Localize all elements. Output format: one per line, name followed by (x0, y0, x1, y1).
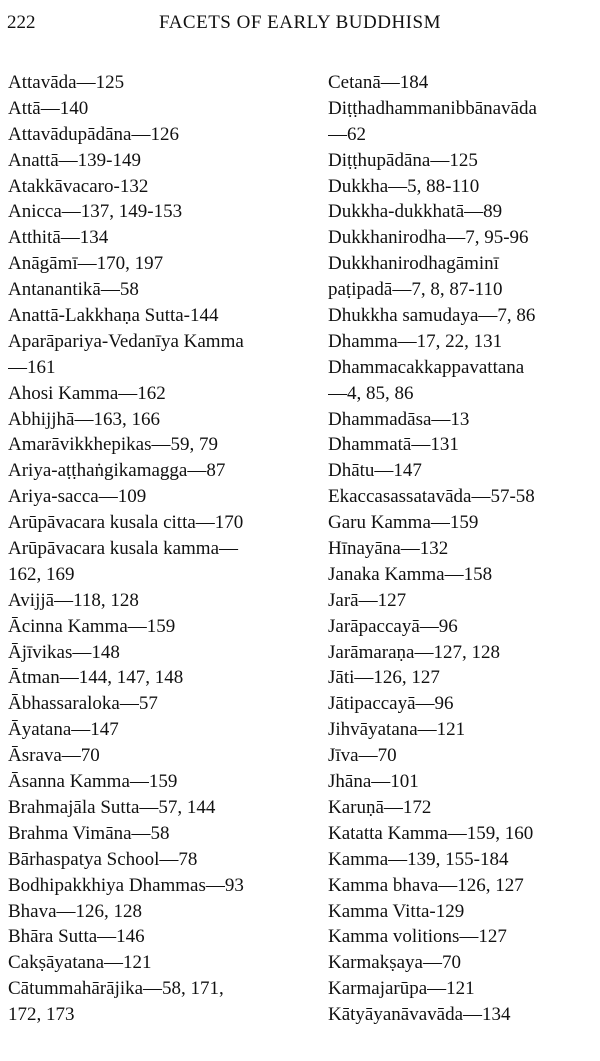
index-entry: Hīnayāna—132 (328, 538, 449, 560)
index-entry: Bhava—126, 128 (8, 900, 143, 922)
index-entry: Ācinna Kamma—159 (8, 615, 176, 637)
index-entry: Ājīvikas—148 (8, 641, 120, 663)
index-left-column (8, 70, 308, 1028)
index-entry: Dhātu—147 (328, 460, 422, 482)
index-entry: Janaka Kamma—158 (328, 563, 493, 585)
page-number: 222 (7, 12, 36, 33)
index-entry: Ekaccasassatavāda—57-58 (328, 486, 535, 508)
index-entry: Brahmajāla Sutta—57, 144 (8, 796, 216, 818)
index-entry: Karuṇā—172 (328, 796, 432, 818)
index-entry: Atthitā—134 (8, 227, 109, 249)
index-entry: paṭipadā—7, 8, 87-110 (328, 279, 503, 301)
index-entry: —161 (8, 356, 56, 378)
index-entry: Amarāvikkhepikas—59, 79 (8, 434, 219, 456)
index-entry: Āsrava—70 (8, 745, 100, 767)
index-entry: Ābhassaraloka—57 (8, 693, 158, 715)
index-right-column (328, 70, 596, 1028)
index-entry: Dhammadāsa—13 (328, 408, 470, 430)
index-entry: 162, 169 (8, 563, 75, 585)
index-entry: Cātummahārājika—58, 171, (8, 978, 224, 1000)
index-entry: Bārhaspatya School—78 (8, 848, 198, 870)
running-title: FACETS OF EARLY BUDDHISM (159, 12, 441, 33)
index-entry: Bodhipakkhiya Dhammas—93 (8, 874, 244, 896)
index-entry: Jātipaccayā—96 (328, 693, 454, 715)
page-header (0, 8, 600, 38)
index-entry: Anattā—139-149 (8, 149, 141, 171)
index-entry: Jihvāyatana—121 (328, 719, 466, 741)
index-entry: Antanantikā—58 (8, 279, 139, 301)
index-entry: Dhammacakkappavattana (328, 356, 525, 378)
index-entry: Ariya-aṭṭhaṅgikamagga—87 (8, 460, 226, 482)
index-entry: Atakkāvacaro-132 (8, 175, 149, 197)
index-entry: Dukkhanirodha—7, 95-96 (328, 227, 529, 249)
index-entry: Dhukkha samudaya—7, 86 (328, 305, 536, 327)
index-entry: Kātyāyanāvavāda—134 (328, 1004, 511, 1026)
index-entry: Avijjā—118, 128 (8, 589, 139, 611)
index-entry: Kamma bhava—126, 127 (328, 874, 524, 896)
index-entry: Arūpāvacara kusala citta—170 (8, 512, 244, 534)
index-entry: Āyatana—147 (8, 719, 119, 741)
index-entry: Jarā—127 (328, 589, 407, 611)
index-entry: 172, 173 (8, 1004, 75, 1026)
index-entry: Karmajarūpa—121 (328, 978, 475, 1000)
index-entry: Kamma volitions—127 (328, 926, 507, 948)
index-entry: Bhāra Sutta—146 (8, 926, 145, 948)
index-entry: Cetanā—184 (328, 72, 429, 93)
index-entry: Kamma Vitta-129 (328, 900, 465, 922)
index-entry: Dukkhanirodhagāminī (328, 253, 499, 275)
index-entry: —4, 85, 86 (328, 382, 414, 404)
index-entry: Kamma—139, 155-184 (328, 848, 509, 870)
index-entry: Katatta Kamma—159, 160 (328, 822, 534, 844)
index-entry: Dhamma—17, 22, 131 (328, 330, 503, 352)
index-entry: Anāgāmī—170, 197 (8, 253, 164, 275)
index-entry: Dhammatā—131 (328, 434, 459, 456)
index-entry: Jāti—126, 127 (328, 667, 440, 689)
index-entry: Diṭṭhadhammanibbānavāda (328, 97, 537, 119)
index-entry: Ahosi Kamma—162 (8, 382, 166, 404)
index-entry: Brahma Vimāna—58 (8, 822, 170, 844)
index-entry: Jīva—70 (328, 745, 397, 767)
index-entry: Ātman—144, 147, 148 (8, 667, 184, 689)
index-entry: Cakṣāyatana—121 (8, 952, 152, 974)
index-entry: Aparāpariya-Vedanīya Kamma (8, 330, 244, 352)
index-entry: Attavādupādāna—126 (8, 123, 179, 145)
index-entry: Jhāna—101 (328, 771, 419, 793)
index-entry: Anicca—137, 149-153 (8, 201, 183, 223)
index-entry: Anattā-Lakkhaṇa Sutta-144 (8, 305, 219, 327)
index-entry: Ariya-sacca—109 (8, 486, 147, 508)
index-entry: Attā—140 (8, 97, 89, 119)
index-entry: Attavāda—125 (8, 72, 125, 93)
index-entry: Dukkha-dukkhatā—89 (328, 201, 503, 223)
index-entry: Jarāmaraṇa—127, 128 (328, 641, 500, 663)
index-entry: Dukkha—5, 88-110 (328, 175, 480, 197)
index-entry: Āsanna Kamma—159 (8, 771, 178, 793)
index-entry: —62 (328, 123, 366, 145)
index-entry: Jarāpaccayā—96 (328, 615, 458, 637)
index-entry: Karmakṣaya—70 (328, 952, 461, 974)
index-entry: Diṭṭhupādāna—125 (328, 149, 478, 171)
index-entry: Abhijjhā—163, 166 (8, 408, 160, 430)
index-entry: Garu Kamma—159 (328, 512, 479, 534)
index-entry: Arūpāvacara kusala kamma— (8, 538, 239, 560)
